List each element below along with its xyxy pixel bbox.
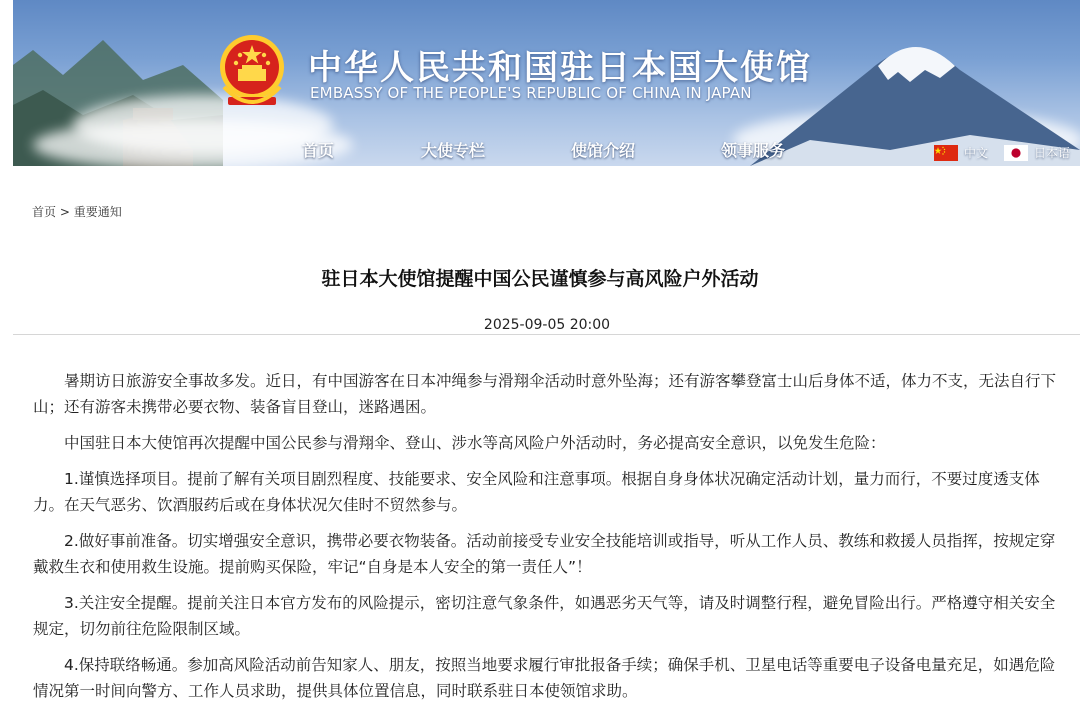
breadcrumb-current[interactable]: 重要通知 (73, 205, 122, 219)
article-paragraph: 3.关注安全提醒。提前关注日本官方发布的风险提示，密切注意气象条件，如遇恶劣天气等，请及时调整行程，避免冒险出行。严格遵守相关安全规定，切勿前往危险限制区域。 (33, 594, 1056, 638)
breadcrumb-separator: > (59, 205, 70, 219)
nav-item-embassy-intro[interactable]: 使馆介绍 (571, 141, 636, 160)
site-title-chinese: 中华人民共和国驻日本国大使馆 (308, 48, 812, 88)
article-paragraph: 1.谨慎选择项目。提前了解有关项目剧烈程度、技能要求、安全风险和注意事项。根据自身身体状况确定活动计划，量力而行，不要过度透支体力。在天气恶劣、饮酒服药后或在身体状况欠佳时不贸然参与。 (33, 470, 1040, 514)
language-chinese-link[interactable] (934, 144, 988, 161)
article-paragraph: 4.保持联络畅通。参加高风险活动前告知家人、朋友，按照当地要求履行审批报备手续；确保手机、卫星电话等重要电子设备电量充足，如遇危险情况第一时间向警方、工作人员求助，提供具体位置信息，同时联系驻日本使领馆求助。 (33, 656, 1056, 700)
national-emblem-icon (216, 31, 288, 111)
article-body (33, 368, 1063, 714)
language-japanese-label: 日本语 (1034, 146, 1071, 160)
language-japanese-link[interactable] (1004, 144, 1070, 161)
nav-item-ambassador-column[interactable]: 大使专栏 (421, 141, 486, 160)
article-title: 驻日本大使馆提醒中国公民谨慎参与高风险户外活动 (321, 268, 759, 290)
language-chinese-label: 中文 (964, 146, 989, 160)
breadcrumb-home-link[interactable]: 首页 (32, 205, 57, 219)
article-paragraph: 暑期访日旅游安全事故多发。近日，有中国游客在日本冲绳参与滑翔伞活动时意外坠海；还有游客攀登富士山后身体不适，体力不支，无法自行下山；还有游客未携带必要衣物、装备盲目登山，迷路遇困。 (33, 372, 1057, 416)
article-date: 2025-09-05 20:00 (483, 317, 611, 333)
nav-item-consular-services[interactable]: 领事服务 (721, 141, 786, 160)
article-paragraph: 中国驻日本大使馆再次提醒中国公民参与滑翔伞、登山、涉水等高风险户外活动时，务必提高安全意识，以免发生危险： (64, 434, 886, 452)
breadcrumb (32, 203, 122, 220)
site-title-english: EMBASSY OF THE PEOPLE'S REPUBLIC OF CHINA IN JAPAN (310, 84, 752, 102)
title-divider (13, 334, 1080, 335)
article-paragraph: 2.做好事前准备。切实增强安全意识，携带必要衣物装备。活动前接受专业安全技能培训或指导，听从工作人员、教练和救援人员指挥，按规定穿戴救生衣和使用救生设施。提前购买保险，牢记“自身是本人安全的第一责任人”！ (33, 532, 1056, 576)
japan-flag-icon (1004, 145, 1028, 161)
nav-item-home[interactable]: 首页 (302, 141, 335, 160)
main-nav (0, 138, 1080, 162)
china-flag-icon (934, 145, 958, 161)
